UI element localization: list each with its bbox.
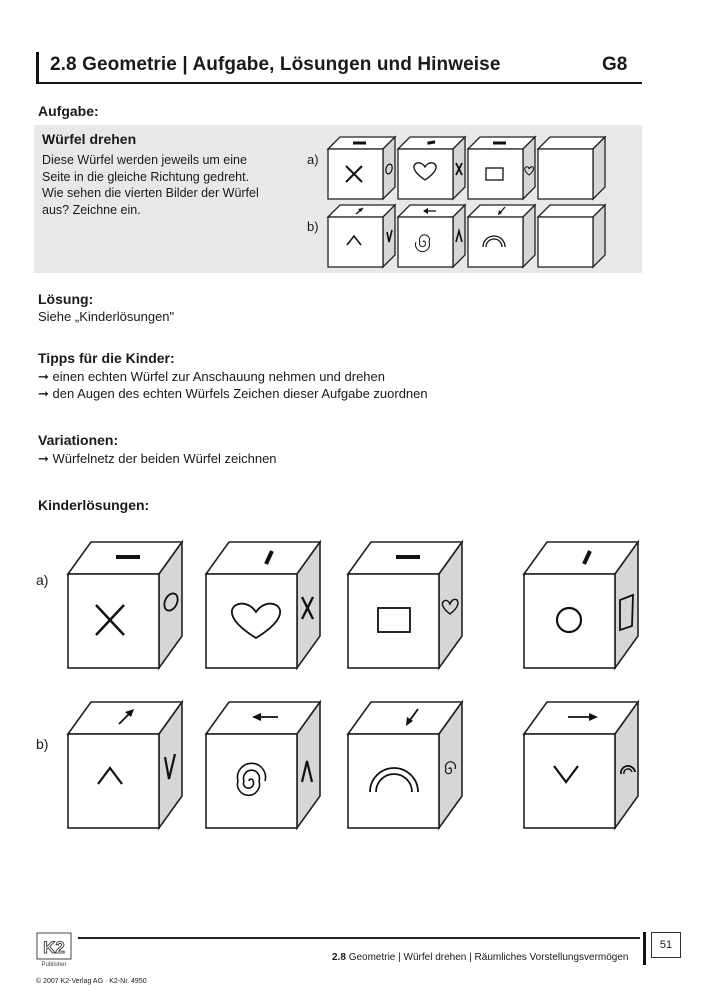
copyright: © 2007 K2-Verlag AG · K2-Nr. 4950 xyxy=(36,978,147,985)
task-line: aus? Zeichne ein. xyxy=(42,202,141,217)
footer-text-3: Räumliches Vorstellungsvermögen xyxy=(474,952,629,963)
kids-row-a-label: a) xyxy=(36,572,49,588)
kids-cube-a1 xyxy=(68,542,182,668)
variations-item xyxy=(38,450,277,467)
footer-section: 2.8 xyxy=(332,952,346,963)
task-cube-b3 xyxy=(468,205,535,267)
kids-cube-a3 xyxy=(348,542,462,668)
kids-cubes xyxy=(60,535,660,835)
task-line: Seite in die gleiche Richtung gedreht. xyxy=(42,169,250,184)
footer-text-1: Geometrie xyxy=(348,952,396,963)
header-rule xyxy=(36,82,642,84)
variations-item-text: Würfelnetz der beiden Würfel zeichnen xyxy=(52,451,277,466)
footer-divider xyxy=(643,932,646,965)
task-cube-a2 xyxy=(398,137,465,199)
task-cube-b1 xyxy=(328,205,395,267)
footer-rule xyxy=(78,937,640,939)
task-cube-a3 xyxy=(468,137,535,199)
kids-heading: Kinderlösungen: xyxy=(38,497,150,513)
svg-text:Publisher: Publisher xyxy=(41,962,67,968)
task-row-b-label: b) xyxy=(307,219,319,234)
solution-text: Siehe „Kinderlösungen" xyxy=(38,309,175,324)
kids-cube-b3 xyxy=(348,702,462,828)
page-number: 51 xyxy=(651,932,681,958)
solution-heading: Lösung: xyxy=(38,291,94,307)
kids-cube-a4 xyxy=(524,542,638,668)
tips-item-text: den Augen des echten Würfels Zeichen dieser Aufgabe zuordnen xyxy=(52,386,428,401)
page-title: 2.8 Geometrie | Aufgabe, Lösungen und Hinweise xyxy=(50,54,501,75)
task-title: Würfel drehen xyxy=(42,131,137,147)
kids-row-b-label: b) xyxy=(36,736,49,752)
footer-text-2: Würfel drehen xyxy=(403,952,467,963)
footer-caption xyxy=(332,952,629,963)
arrow-right-icon: ➞ xyxy=(38,451,49,466)
arrow-right-icon: ➞ xyxy=(38,386,49,401)
variations-heading: Variationen: xyxy=(38,432,119,448)
kids-cube-b1 xyxy=(68,702,182,828)
header-divider xyxy=(36,52,39,82)
task-line: Diese Würfel werden jeweils um eine xyxy=(42,153,247,167)
tips-item xyxy=(38,368,385,385)
kids-cube-b2 xyxy=(206,702,320,828)
kids-cube-b4 xyxy=(524,702,638,828)
task-row-a-label: a) xyxy=(307,152,319,167)
tips-item-text: einen echten Würfel zur Anschauung nehmen und drehen xyxy=(52,369,385,384)
footer-separator: | xyxy=(469,952,472,963)
publisher-logo xyxy=(36,932,74,968)
k2-logo-icon xyxy=(36,932,74,968)
task-text xyxy=(42,152,302,218)
footer-separator: | xyxy=(398,952,401,963)
task-cube-a1 xyxy=(328,137,395,199)
tips-heading: Tipps für die Kinder: xyxy=(38,350,175,366)
section-code: G8 xyxy=(602,54,628,75)
task-cube-a4-empty xyxy=(538,137,605,199)
tips-item xyxy=(38,385,428,402)
task-heading: Aufgabe: xyxy=(38,103,99,119)
task-cube-b2 xyxy=(398,205,465,267)
svg-text:K2: K2 xyxy=(43,938,65,957)
task-line: Wie sehen die vierten Bilder der Würfel xyxy=(42,186,259,200)
task-cube-b4-empty xyxy=(538,205,605,267)
arrow-right-icon: ➞ xyxy=(38,369,49,384)
task-cubes xyxy=(322,130,622,270)
kids-cube-a2 xyxy=(206,542,320,668)
